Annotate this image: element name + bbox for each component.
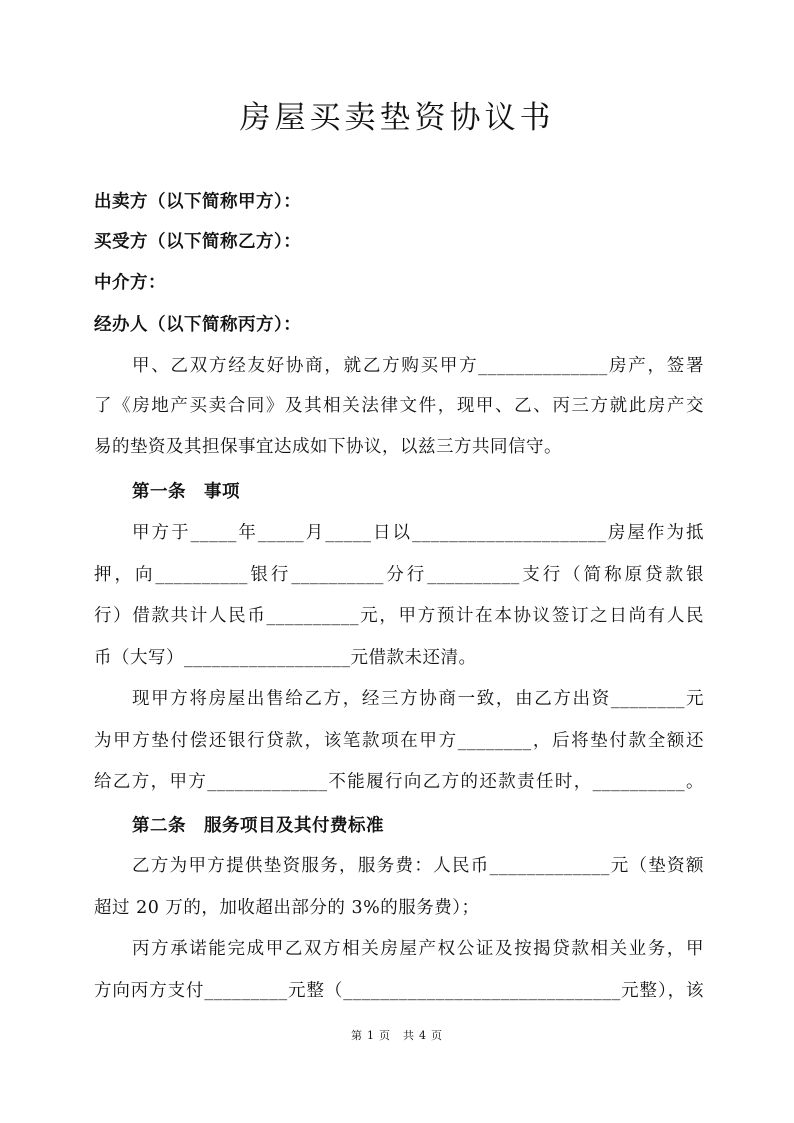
footer-label: 第 (351, 1029, 363, 1042)
intro-line: 甲、乙双方经友好协商，就乙方购买甲方______________房产，签署 (132, 356, 704, 376)
article-1-line: 现甲方将房屋出售给乙方，经三方协商一致，由乙方出资________元 (132, 689, 704, 709)
total-pages-number: 4 (419, 1029, 427, 1042)
party-handler: 经办人（以下简称丙方）： (94, 315, 302, 335)
article-2-line: 乙方为甲方提供垫资服务，服务费：人民币_____________元（垫资额 (132, 856, 704, 876)
page-footer (0, 1028, 794, 1044)
current-page-number: 1 (367, 1029, 375, 1042)
article-2-line: 超过 20 万的，加收超出部分的 3%的服务费）； (94, 898, 480, 918)
party-buyer: 买受方（以下简称乙方）： (94, 232, 302, 252)
party-seller: 出卖方（以下简称甲方）： (94, 192, 302, 212)
article-2-line: 方向丙方支付_________元整（______________________________元整），该 (94, 981, 704, 1001)
intro-line: 易的垫资及其担保事宜达成如下协议，以兹三方共同信守。 (94, 437, 562, 457)
party-agent: 中介方： (94, 273, 166, 293)
article-1-line: 押，向__________银行__________分行__________支行（简称原贷款银 (94, 565, 704, 585)
intro-line: 了《房地产买卖合同》及其相关法律文件，现甲、乙、丙三方就此房产交 (94, 396, 704, 416)
article-1-line: 给乙方，甲方_____________不能履行向乙方的还款责任时，__________。 (94, 772, 704, 792)
footer-label: 页 共 (379, 1029, 415, 1042)
article-2-heading: 第二条 服务项目及其付费标准 (132, 816, 384, 836)
article-1-line: 甲方于_____年_____月_____日以_____________________房屋作为抵 (132, 523, 704, 543)
footer-label: 页 (431, 1029, 443, 1042)
article-2-line: 丙方承诺能完成甲乙双方相关房屋产权公证及按揭贷款相关业务，甲 (132, 939, 704, 959)
article-1-line: 行）借款共计人民币__________元，甲方预计在本协议签订之日尚有人民 (94, 606, 704, 626)
article-1-heading: 第一条 事项 (132, 482, 240, 502)
article-1-line: 为甲方垫付偿还银行贷款，该笔款项在甲方________，后将垫付款全额还 (94, 731, 704, 751)
article-1-line: 币（大写）__________________元借款未还清。 (94, 648, 477, 668)
document-title: 房屋买卖垫资协议书 (239, 100, 555, 136)
